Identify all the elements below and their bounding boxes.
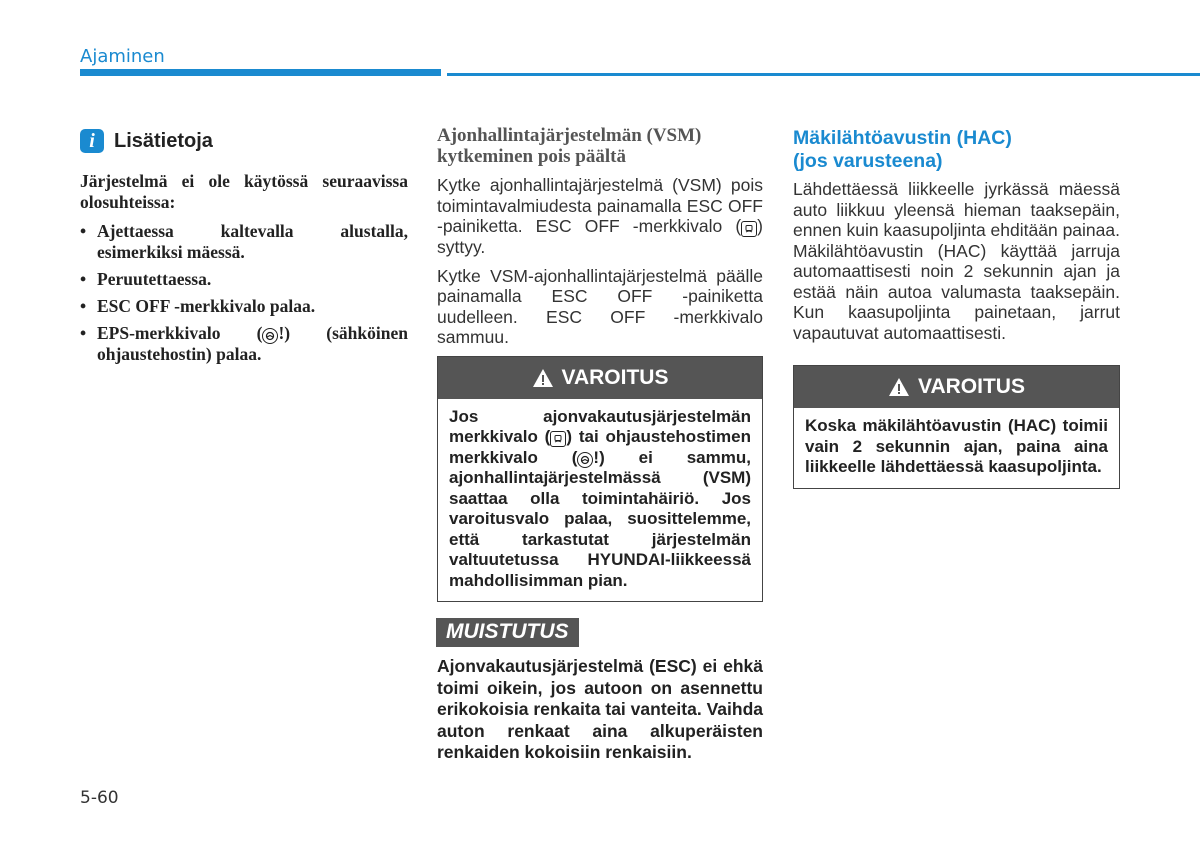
- vsm-heading: Ajonhallintajärjestelmän (VSM) kytkeminen pois päältä: [437, 125, 702, 167]
- info-list: [80, 221, 408, 365]
- warning-triangle-icon: [532, 368, 554, 388]
- column-vsm: [437, 125, 763, 764]
- info-title: Lisätietoja: [114, 129, 213, 152]
- warning-text-part: ) ei sammu, ajonhallintajärjestelmässä (VSM) saattaa olla toimintahäiriö. Jos varoitusvalo palaa, suosittelemme, että tarkastutat järjestelmän valtuutetussa HYUNDAI-liikkeessä mahdollisimman pian.: [449, 447, 751, 590]
- section-title: Ajaminen: [80, 46, 165, 67]
- list-item: [80, 323, 408, 365]
- exclamation-icon: !: [278, 323, 285, 343]
- warning-text-part: Jos ajonvakautusjärjestelmän merkkivalo (: [449, 406, 751, 446]
- page-number: 5-60: [80, 788, 119, 808]
- info-intro: Järjestelmä ei ole käytössä seuraavissa olosuhteissa:: [80, 171, 408, 212]
- vsm-paragraph-2: Kytke VSM-ajonhallintajärjestelmä päälle painamalla ESC OFF -painiketta uudelleen. ESC OFF -merkkivalo sammuu.: [437, 265, 763, 347]
- vsm-p1-post: ) syttyy.: [437, 216, 763, 257]
- exclamation-icon: !: [593, 447, 600, 467]
- info-heading: [80, 129, 408, 153]
- hac-body: Lähdettäessä liikkeelle jyrkässä mäessä auto liikkuu yleensä hieman taaksepäin, ennen kuin kaasupoljinta ehditään painaa. Mäkilähtöavustin (HAC) käyttää jarruja automaattisesti noin 2 sekunnin ajan ja estää näin autoa valumasta taaksepäin. Kun kaasupoljinta painetaan, jarrut vapautuvat automaattisesti.: [793, 179, 1120, 343]
- hac-heading-line1: Mäkilähtöavustin (HAC): [793, 127, 1012, 149]
- note-text: Ajonvakautusjärjestelmä (ESC) ei ehkä toimi oikein, jos autoon on asennettu erikokoisia renkaita tai vanteita. Vaihda auton renkaat aina alkuperäisten renkaiden kokoisiin renkaisiin.: [437, 656, 763, 762]
- warning-title: VAROITUS: [561, 365, 669, 389]
- warning-text: Koska mäkilähtöavustin (HAC) toimii vain 2 sekunnin ajan, paina aina liikkeelle lähdettäessä kaasupoljinta.: [805, 416, 1108, 476]
- eps-text-post: ) (sähköinen ohjaustehostin) palaa.: [97, 323, 408, 364]
- vsm-paragraph-1: [437, 175, 763, 258]
- warning-text-part: ) tai ohjaustehostimen merkkivalo (: [449, 427, 751, 467]
- list-item: • Ajettaessa kaltevalla alustalla, esimerkiksi mäessä.: [80, 221, 408, 263]
- warning-header: [438, 357, 762, 399]
- vsm-p1-pre: Kytke ajonhallintajärjestelmä (VSM) pois toimintavalmiudesta painamalla ESC OFF -painiketta. ESC OFF -merkkivalo (: [437, 175, 763, 236]
- esc-off-icon: [741, 221, 757, 237]
- hac-heading-line2: (jos varusteena): [793, 150, 943, 172]
- list-item: • ESC OFF -merkkivalo palaa.: [80, 296, 408, 317]
- warning-triangle-icon: [888, 377, 910, 397]
- steering-warning-icon: [577, 452, 593, 468]
- column-info: [80, 125, 408, 371]
- esc-icon: [550, 431, 566, 447]
- list-item: • Peruutettaessa.: [80, 269, 408, 290]
- warning-title: VAROITUS: [918, 375, 1025, 398]
- note-badge: MUISTUTUS: [436, 618, 579, 647]
- warning-text: [438, 399, 762, 602]
- header-rule-thick: [80, 69, 441, 76]
- vsm-warning-box: [437, 356, 763, 603]
- header-rule-thin: [447, 73, 1200, 76]
- hac-heading: [793, 127, 1120, 173]
- eps-text-pre: EPS-merkkivalo (: [97, 323, 263, 343]
- column-hac: [793, 125, 1120, 489]
- hac-warning-box: [793, 365, 1120, 489]
- steering-warning-icon: [262, 328, 278, 344]
- warning-header: [794, 366, 1119, 408]
- vsm-body: [437, 175, 763, 348]
- info-icon: i: [80, 129, 104, 153]
